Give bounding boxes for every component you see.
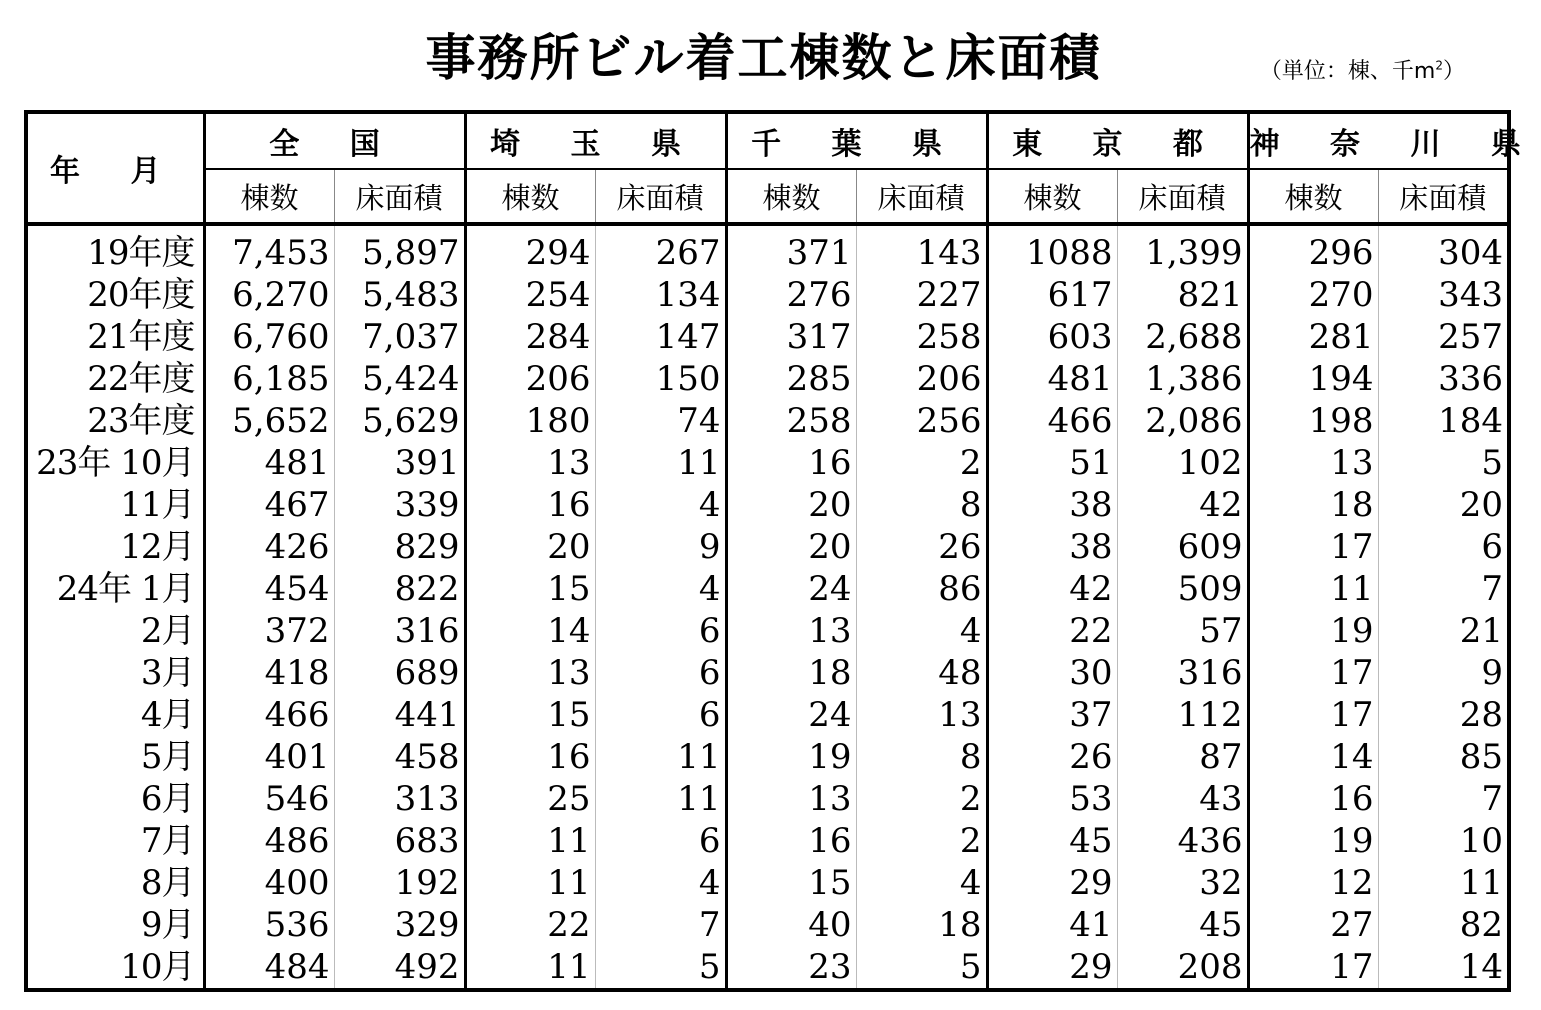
area-cell: 5 xyxy=(595,946,726,990)
area-cell: 112 xyxy=(1117,694,1248,736)
area-cell: 1,399 xyxy=(1117,224,1248,274)
table-row xyxy=(26,316,1509,358)
row-label: 23年度 xyxy=(87,401,195,441)
area-cell: 11 xyxy=(595,778,726,820)
area-cell: 11 xyxy=(595,442,726,484)
count-cell: 24 xyxy=(726,694,856,736)
area-cell: 5,424 xyxy=(334,358,465,400)
area-cell: 256 xyxy=(856,400,987,442)
page-title: 事務所ビル着工棟数と床面積 xyxy=(425,29,1102,87)
count-cell: 15 xyxy=(465,568,595,610)
region-header-saitama: 埼 玉 県 xyxy=(465,112,726,169)
area-cell: 14 xyxy=(1378,946,1509,990)
row-label: 12月 xyxy=(120,527,195,567)
area-cell: 492 xyxy=(334,946,465,990)
area-cell: 85 xyxy=(1378,736,1509,778)
count-cell: 18 xyxy=(726,652,856,694)
count-cell: 27 xyxy=(1248,904,1378,946)
area-cell: 4 xyxy=(595,862,726,904)
count-cell: 17 xyxy=(1248,694,1378,736)
subheader-area: 床面積 xyxy=(334,169,465,224)
count-cell: 5,652 xyxy=(204,400,334,442)
count-cell: 270 xyxy=(1248,274,1378,316)
area-cell: 11 xyxy=(1378,862,1509,904)
area-cell: 147 xyxy=(595,316,726,358)
row-label: 6月 xyxy=(140,779,195,819)
area-cell: 257 xyxy=(1378,316,1509,358)
count-cell: 20 xyxy=(726,484,856,526)
row-label: 5月 xyxy=(140,737,195,777)
area-cell: 10 xyxy=(1378,820,1509,862)
count-cell: 254 xyxy=(465,274,595,316)
table-body xyxy=(26,224,1509,990)
count-cell: 14 xyxy=(465,610,595,652)
table-row xyxy=(26,484,1509,526)
year-month-header: 年 月 xyxy=(26,112,204,224)
area-cell: 4 xyxy=(595,568,726,610)
count-cell: 18 xyxy=(1248,484,1378,526)
area-cell: 316 xyxy=(334,610,465,652)
row-label: 21年度 xyxy=(87,317,195,357)
area-cell: 343 xyxy=(1378,274,1509,316)
count-cell: 603 xyxy=(987,316,1117,358)
count-cell: 180 xyxy=(465,400,595,442)
count-cell: 40 xyxy=(726,904,856,946)
subheader-area: 床面積 xyxy=(856,169,987,224)
area-cell: 2 xyxy=(856,442,987,484)
count-cell: 14 xyxy=(1248,736,1378,778)
count-cell: 296 xyxy=(1248,224,1378,274)
region-header-kanagawa: 神 奈 川 県 xyxy=(1248,112,1509,169)
subheader-count: 棟数 xyxy=(204,169,334,224)
count-cell: 426 xyxy=(204,526,334,568)
area-cell: 13 xyxy=(856,694,987,736)
area-cell: 102 xyxy=(1117,442,1248,484)
area-cell: 7 xyxy=(1378,568,1509,610)
area-cell: 5 xyxy=(1378,442,1509,484)
count-cell: 466 xyxy=(204,694,334,736)
table-row xyxy=(26,694,1509,736)
area-cell: 8 xyxy=(856,736,987,778)
count-cell: 13 xyxy=(465,652,595,694)
count-cell: 13 xyxy=(726,778,856,820)
table-row xyxy=(26,442,1509,484)
area-cell: 42 xyxy=(1117,484,1248,526)
count-cell: 11 xyxy=(1248,568,1378,610)
count-cell: 51 xyxy=(987,442,1117,484)
unit-prefix: （単位：棟、千m xyxy=(1259,59,1436,84)
count-cell: 45 xyxy=(987,820,1117,862)
area-cell: 143 xyxy=(856,224,987,274)
area-cell: 20 xyxy=(1378,484,1509,526)
count-cell: 25 xyxy=(465,778,595,820)
count-cell: 371 xyxy=(726,224,856,274)
area-cell: 7,037 xyxy=(334,316,465,358)
table-row xyxy=(26,274,1509,316)
count-cell: 400 xyxy=(204,862,334,904)
table-row xyxy=(26,904,1509,946)
row-label: 7月 xyxy=(140,821,195,861)
table-row xyxy=(26,224,1509,274)
area-cell: 9 xyxy=(1378,652,1509,694)
count-cell: 42 xyxy=(987,568,1117,610)
area-cell: 6 xyxy=(595,610,726,652)
table-row xyxy=(26,736,1509,778)
count-cell: 284 xyxy=(465,316,595,358)
count-cell: 281 xyxy=(1248,316,1378,358)
area-cell: 822 xyxy=(334,568,465,610)
count-cell: 11 xyxy=(465,946,595,990)
region-header-chiba: 千 葉 県 xyxy=(726,112,987,169)
area-cell: 689 xyxy=(334,652,465,694)
row-label: 23年 10月 xyxy=(36,443,195,483)
area-cell: 2 xyxy=(856,820,987,862)
area-cell: 208 xyxy=(1117,946,1248,990)
table-row xyxy=(26,358,1509,400)
area-cell: 18 xyxy=(856,904,987,946)
count-cell: 23 xyxy=(726,946,856,990)
row-label: 20年度 xyxy=(87,275,195,315)
table-row xyxy=(26,820,1509,862)
count-cell: 13 xyxy=(465,442,595,484)
table-row xyxy=(26,400,1509,442)
count-cell: 294 xyxy=(465,224,595,274)
count-cell: 617 xyxy=(987,274,1117,316)
area-cell: 336 xyxy=(1378,358,1509,400)
subheader-count: 棟数 xyxy=(726,169,856,224)
count-cell: 198 xyxy=(1248,400,1378,442)
row-label: 19年度 xyxy=(87,233,195,273)
area-cell: 683 xyxy=(334,820,465,862)
table-row xyxy=(26,652,1509,694)
count-cell: 206 xyxy=(465,358,595,400)
count-cell: 19 xyxy=(1248,820,1378,862)
area-cell: 86 xyxy=(856,568,987,610)
count-cell: 15 xyxy=(726,862,856,904)
count-cell: 1088 xyxy=(987,224,1117,274)
count-cell: 16 xyxy=(465,484,595,526)
count-cell: 12 xyxy=(1248,862,1378,904)
unit-note xyxy=(1260,54,1465,85)
count-cell: 16 xyxy=(465,736,595,778)
count-cell: 29 xyxy=(987,946,1117,990)
count-cell: 37 xyxy=(987,694,1117,736)
area-cell: 134 xyxy=(595,274,726,316)
area-cell: 227 xyxy=(856,274,987,316)
count-cell: 16 xyxy=(1248,778,1378,820)
area-cell: 7 xyxy=(595,904,726,946)
area-cell: 206 xyxy=(856,358,987,400)
subheader-count: 棟数 xyxy=(1248,169,1378,224)
count-cell: 6,185 xyxy=(204,358,334,400)
table-row xyxy=(26,568,1509,610)
subheader-area: 床面積 xyxy=(595,169,726,224)
area-cell: 32 xyxy=(1117,862,1248,904)
count-cell: 16 xyxy=(726,820,856,862)
count-cell: 26 xyxy=(987,736,1117,778)
area-cell: 6 xyxy=(1378,526,1509,568)
count-cell: 41 xyxy=(987,904,1117,946)
area-cell: 5,483 xyxy=(334,274,465,316)
count-cell: 401 xyxy=(204,736,334,778)
area-cell: 6 xyxy=(595,652,726,694)
area-cell: 9 xyxy=(595,526,726,568)
count-cell: 19 xyxy=(1248,610,1378,652)
count-cell: 53 xyxy=(987,778,1117,820)
area-cell: 5,897 xyxy=(334,224,465,274)
area-cell: 6 xyxy=(595,820,726,862)
area-cell: 74 xyxy=(595,400,726,442)
area-cell: 391 xyxy=(334,442,465,484)
count-cell: 317 xyxy=(726,316,856,358)
row-label: 2月 xyxy=(140,611,195,651)
area-cell: 57 xyxy=(1117,610,1248,652)
count-cell: 20 xyxy=(726,526,856,568)
area-cell: 4 xyxy=(856,862,987,904)
area-cell: 609 xyxy=(1117,526,1248,568)
row-label: 24年 1月 xyxy=(56,569,195,609)
count-cell: 22 xyxy=(987,610,1117,652)
area-cell: 258 xyxy=(856,316,987,358)
count-cell: 6,270 xyxy=(204,274,334,316)
area-cell: 441 xyxy=(334,694,465,736)
area-cell: 6 xyxy=(595,694,726,736)
area-cell: 304 xyxy=(1378,224,1509,274)
count-cell: 481 xyxy=(987,358,1117,400)
unit-sup: 2 xyxy=(1435,58,1443,73)
area-cell: 2,086 xyxy=(1117,400,1248,442)
area-cell: 11 xyxy=(595,736,726,778)
area-cell: 329 xyxy=(334,904,465,946)
row-label: 22年度 xyxy=(87,359,195,399)
area-cell: 192 xyxy=(334,862,465,904)
area-cell: 28 xyxy=(1378,694,1509,736)
data-table xyxy=(24,110,1541,992)
unit-suffix: ） xyxy=(1442,59,1465,84)
subheader-count: 棟数 xyxy=(987,169,1117,224)
count-cell: 13 xyxy=(1248,442,1378,484)
area-cell: 2,688 xyxy=(1117,316,1248,358)
row-label: 10月 xyxy=(120,947,195,987)
subheader-area: 床面積 xyxy=(1117,169,1248,224)
area-cell: 267 xyxy=(595,224,726,274)
table-row xyxy=(26,778,1509,820)
count-cell: 285 xyxy=(726,358,856,400)
area-cell: 7 xyxy=(1378,778,1509,820)
area-cell: 150 xyxy=(595,358,726,400)
count-cell: 38 xyxy=(987,526,1117,568)
subheader-area: 床面積 xyxy=(1378,169,1509,224)
area-cell: 45 xyxy=(1117,904,1248,946)
count-cell: 258 xyxy=(726,400,856,442)
row-label: 4月 xyxy=(140,695,195,735)
area-cell: 821 xyxy=(1117,274,1248,316)
area-cell: 339 xyxy=(334,484,465,526)
count-cell: 546 xyxy=(204,778,334,820)
count-cell: 466 xyxy=(987,400,1117,442)
area-cell: 1,386 xyxy=(1117,358,1248,400)
count-cell: 481 xyxy=(204,442,334,484)
region-header-national: 全 国 xyxy=(204,112,465,169)
area-cell: 184 xyxy=(1378,400,1509,442)
table-row xyxy=(26,862,1509,904)
table-row xyxy=(26,946,1509,990)
count-cell: 22 xyxy=(465,904,595,946)
count-cell: 13 xyxy=(726,610,856,652)
area-cell: 5 xyxy=(856,946,987,990)
count-cell: 454 xyxy=(204,568,334,610)
count-cell: 11 xyxy=(465,862,595,904)
count-cell: 276 xyxy=(726,274,856,316)
area-cell: 82 xyxy=(1378,904,1509,946)
area-cell: 48 xyxy=(856,652,987,694)
count-cell: 372 xyxy=(204,610,334,652)
count-cell: 467 xyxy=(204,484,334,526)
count-cell: 30 xyxy=(987,652,1117,694)
row-label: 3月 xyxy=(140,653,195,693)
count-cell: 418 xyxy=(204,652,334,694)
area-cell: 436 xyxy=(1117,820,1248,862)
count-cell: 536 xyxy=(204,904,334,946)
row-label: 11月 xyxy=(120,485,195,525)
area-cell: 4 xyxy=(595,484,726,526)
area-cell: 316 xyxy=(1117,652,1248,694)
count-cell: 17 xyxy=(1248,946,1378,990)
count-cell: 11 xyxy=(465,820,595,862)
area-cell: 2 xyxy=(856,778,987,820)
count-cell: 16 xyxy=(726,442,856,484)
count-cell: 15 xyxy=(465,694,595,736)
area-cell: 26 xyxy=(856,526,987,568)
count-cell: 486 xyxy=(204,820,334,862)
count-cell: 17 xyxy=(1248,526,1378,568)
area-cell: 4 xyxy=(856,610,987,652)
row-label: 9月 xyxy=(140,905,195,945)
area-cell: 43 xyxy=(1117,778,1248,820)
area-cell: 458 xyxy=(334,736,465,778)
area-cell: 21 xyxy=(1378,610,1509,652)
area-cell: 829 xyxy=(334,526,465,568)
region-header-tokyo: 東 京 都 xyxy=(987,112,1248,169)
count-cell: 17 xyxy=(1248,652,1378,694)
area-cell: 5,629 xyxy=(334,400,465,442)
area-cell: 313 xyxy=(334,778,465,820)
count-cell: 7,453 xyxy=(204,224,334,274)
row-label: 8月 xyxy=(140,863,195,903)
count-cell: 29 xyxy=(987,862,1117,904)
table-row xyxy=(26,610,1509,652)
count-cell: 194 xyxy=(1248,358,1378,400)
area-cell: 87 xyxy=(1117,736,1248,778)
count-cell: 6,760 xyxy=(204,316,334,358)
area-cell: 509 xyxy=(1117,568,1248,610)
count-cell: 24 xyxy=(726,568,856,610)
subheader-count: 棟数 xyxy=(465,169,595,224)
count-cell: 20 xyxy=(465,526,595,568)
count-cell: 484 xyxy=(204,946,334,990)
table-row xyxy=(26,526,1509,568)
area-cell: 8 xyxy=(856,484,987,526)
count-cell: 38 xyxy=(987,484,1117,526)
count-cell: 19 xyxy=(726,736,856,778)
